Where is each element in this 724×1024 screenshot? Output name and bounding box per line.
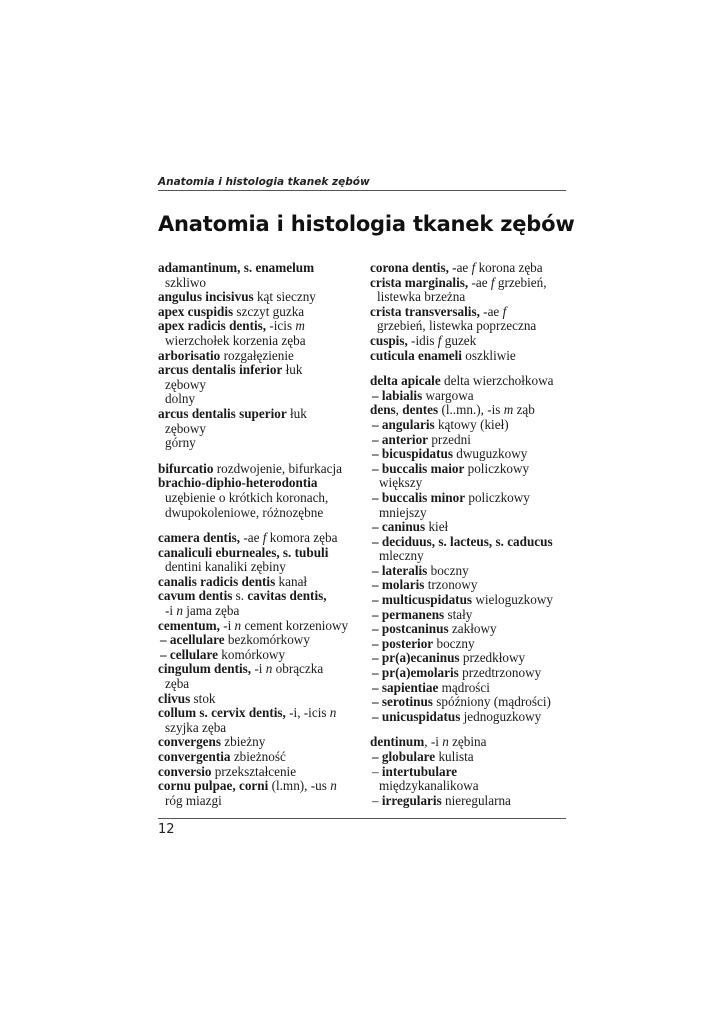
entry-term: corona dentis, - bbox=[370, 260, 457, 275]
entry-continuation bbox=[158, 378, 368, 393]
entry-line bbox=[370, 403, 570, 418]
entry-text: guzek bbox=[441, 332, 477, 348]
entry-text: rozgałęzienie bbox=[220, 347, 294, 363]
entry-text: dentini kanaliki zębiny bbox=[165, 559, 286, 575]
entry-text: -ae bbox=[479, 303, 503, 319]
entry-line bbox=[158, 407, 368, 422]
entry-term: angulus incisivus bbox=[158, 289, 254, 305]
entry-term: delta apicale bbox=[370, 373, 441, 389]
entry-term: canalis radicis dentis bbox=[158, 573, 276, 589]
entry-text: -icis bbox=[266, 318, 296, 334]
glossary-entry bbox=[370, 535, 570, 564]
entry-text: ząb bbox=[513, 402, 535, 418]
entry-text: -i, -icis bbox=[285, 705, 330, 721]
entry-text: oszkliwie bbox=[461, 347, 516, 363]
glossary-entry bbox=[158, 363, 368, 407]
entry-term: intertubulare bbox=[381, 763, 458, 779]
entry-line bbox=[158, 765, 368, 780]
entry-text: delta wierzchołkowa bbox=[440, 373, 554, 389]
entry-text: wargowa bbox=[422, 387, 474, 403]
entry-term: dentes bbox=[402, 402, 439, 418]
entry-term: adamantinum, s. enamelum bbox=[158, 260, 315, 275]
entry-line bbox=[158, 290, 368, 305]
entry-text: kątowy (kieł) bbox=[434, 416, 509, 432]
glossary-entry bbox=[158, 290, 368, 305]
entry-line bbox=[372, 681, 570, 696]
entry-text: policzkowy bbox=[465, 489, 530, 505]
glossary-column-right bbox=[370, 261, 570, 808]
entry-term: apex cuspidis bbox=[158, 303, 234, 319]
entry-line bbox=[158, 546, 368, 561]
entry-term: collum s. cervix dentis, bbox=[158, 705, 286, 721]
entry-term: – globulare bbox=[372, 749, 436, 764]
entry-text: grzebień, bbox=[494, 274, 547, 290]
entry-line bbox=[372, 593, 570, 608]
entry-text: mniejszy bbox=[379, 504, 427, 520]
entry-continuation bbox=[158, 677, 368, 692]
entry-text: kieł bbox=[425, 519, 449, 535]
entry-term: arborisatio bbox=[158, 347, 221, 363]
entry-line bbox=[370, 334, 570, 349]
glossary-entry bbox=[158, 546, 368, 575]
entry-continuation bbox=[158, 506, 368, 521]
entry-gender: m bbox=[295, 318, 305, 334]
entry-term: brachio-diphio-heterodontia bbox=[158, 475, 318, 491]
entry-term: arcus dentalis superior bbox=[158, 405, 287, 421]
entry-line bbox=[158, 305, 368, 320]
entry-text: -idis bbox=[407, 332, 438, 348]
glossary-entry bbox=[158, 575, 368, 590]
entry-text: -ae bbox=[468, 274, 491, 290]
entry-term: – molaris bbox=[372, 577, 425, 593]
entry-text: dolny bbox=[165, 391, 196, 407]
entry-continuation bbox=[158, 560, 368, 575]
entry-text: (l..mn.), -is bbox=[438, 402, 504, 418]
entry-term: cingulum dentis, bbox=[158, 661, 252, 677]
entry-text: – bbox=[372, 792, 382, 808]
entry-term: cuticula enameli bbox=[370, 347, 462, 363]
glossary-entry bbox=[158, 648, 368, 663]
entry-text: stok bbox=[190, 690, 216, 706]
entry-text: szkliwo bbox=[165, 274, 207, 290]
entry-continuation bbox=[372, 506, 570, 521]
entry-line bbox=[158, 779, 368, 794]
entry-line bbox=[372, 389, 570, 404]
entry-text: zbieżność bbox=[230, 749, 286, 764]
entry-text: , -i bbox=[424, 734, 443, 750]
entry-term: conversio bbox=[158, 763, 212, 779]
entry-term: – serotinus bbox=[372, 694, 433, 710]
entry-continuation bbox=[158, 422, 368, 437]
glossary-entry bbox=[158, 476, 368, 520]
entry-term: canaliculi eburneales, s. tubuli bbox=[158, 544, 329, 560]
glossary-entry bbox=[370, 622, 570, 637]
entry-continuation bbox=[158, 794, 368, 809]
entry-gender: n bbox=[176, 603, 183, 619]
entry-line bbox=[372, 794, 570, 809]
entry-line bbox=[370, 305, 570, 320]
entry-text: zęba bbox=[165, 676, 190, 692]
entry-term: – multicuspidatus bbox=[372, 592, 473, 608]
entry-line bbox=[158, 476, 368, 491]
entry-line bbox=[372, 622, 570, 637]
entry-term: dentinum bbox=[370, 734, 425, 750]
entry-continuation bbox=[158, 276, 368, 291]
entry-term: – buccalis maior bbox=[372, 460, 465, 476]
entry-term: dens bbox=[370, 402, 396, 418]
entry-text: listewka brzeżna bbox=[377, 289, 466, 305]
entry-text: mleczny bbox=[379, 548, 424, 564]
entry-line bbox=[372, 433, 570, 448]
entry-line bbox=[158, 261, 368, 276]
header-rule bbox=[158, 190, 566, 191]
entry-text: łuk bbox=[286, 405, 307, 421]
entry-line bbox=[158, 662, 368, 677]
entry-line bbox=[158, 589, 368, 604]
glossary-entry bbox=[370, 349, 570, 364]
entry-line bbox=[370, 276, 570, 291]
glossary-entry bbox=[370, 462, 570, 491]
entry-term: crista transversalis, bbox=[370, 303, 480, 319]
entry-line bbox=[158, 531, 368, 546]
glossary-entry bbox=[158, 619, 368, 634]
entry-text: korona zęba bbox=[475, 260, 543, 275]
entry-line bbox=[158, 735, 368, 750]
entry-text: wierzchołek korzenia zęba bbox=[165, 332, 306, 348]
glossary-entry bbox=[370, 637, 570, 652]
glossary-entry bbox=[370, 418, 570, 433]
entry-term: cavum dentis bbox=[158, 588, 233, 604]
entry-text: , bbox=[395, 402, 403, 418]
glossary-entry bbox=[158, 765, 368, 780]
glossary-entry bbox=[158, 662, 368, 691]
entry-continuation bbox=[158, 604, 368, 619]
entry-continuation bbox=[370, 319, 570, 334]
glossary-entry bbox=[370, 491, 570, 520]
entry-text: przekształcenie bbox=[211, 763, 297, 779]
entry-continuation bbox=[372, 476, 570, 491]
entry-continuation bbox=[158, 334, 368, 349]
entry-line bbox=[158, 692, 368, 707]
entry-line bbox=[372, 637, 570, 652]
entry-line bbox=[370, 374, 570, 389]
entry-term: apex radicis dentis, bbox=[158, 318, 267, 334]
entry-line bbox=[372, 491, 570, 506]
entry-line bbox=[372, 520, 570, 535]
entry-text: przedtrzonowy bbox=[458, 665, 542, 681]
entry-gender: f bbox=[262, 530, 267, 546]
entry-text: róg miazgi bbox=[165, 792, 222, 808]
entry-gender: n bbox=[234, 617, 242, 633]
entry-text: łuk bbox=[282, 362, 303, 378]
entry-term: cementum, bbox=[158, 617, 220, 633]
glossary-entry bbox=[370, 276, 570, 305]
entry-term: cornu pulpae, corni bbox=[158, 778, 269, 794]
entry-gender: f bbox=[471, 260, 476, 275]
glossary-entry bbox=[158, 305, 368, 320]
entry-text: boczny bbox=[433, 635, 475, 651]
entry-text: (l.mn), -us bbox=[268, 778, 331, 794]
entry-line bbox=[372, 710, 570, 725]
entry-line bbox=[158, 319, 368, 334]
entry-term: – lateralis bbox=[372, 562, 428, 578]
entry-text: zębina bbox=[448, 734, 487, 750]
entry-text: wieloguzkowy bbox=[472, 592, 553, 608]
entry-line bbox=[372, 695, 570, 710]
entry-text: jama zęba bbox=[182, 603, 240, 619]
entry-text: uzębienie o krótkich koronach, bbox=[165, 489, 329, 505]
entry-gender: f bbox=[490, 274, 495, 290]
entry-term: – pr(a)emolaris bbox=[372, 665, 459, 681]
running-head: Anatomia i histologia tkanek zębów bbox=[158, 176, 370, 188]
entry-text: zbieżny bbox=[221, 734, 266, 750]
entry-text: przedkłowy bbox=[459, 650, 526, 666]
entry-text: obrączka bbox=[272, 661, 324, 677]
glossary-entry bbox=[158, 750, 368, 765]
entry-term: cavitas dentis, bbox=[247, 588, 327, 604]
entry-term: – anterior bbox=[372, 431, 429, 447]
entry-term: – unicuspidatus bbox=[372, 708, 461, 724]
entry-text: przedni bbox=[428, 431, 471, 447]
entry-term: camera dentis, bbox=[158, 530, 241, 546]
entry-term: bifurcatio bbox=[158, 460, 214, 476]
glossary-entry bbox=[370, 681, 570, 696]
entry-line bbox=[158, 349, 368, 364]
entry-gender: n bbox=[442, 734, 449, 750]
entry-term: – caninus bbox=[372, 519, 426, 535]
entry-text: -i bbox=[251, 661, 266, 677]
glossary-entry bbox=[370, 735, 570, 750]
entry-line bbox=[158, 363, 368, 378]
entry-line bbox=[372, 564, 570, 579]
glossary-entry bbox=[158, 735, 368, 750]
entry-term: convergentia bbox=[158, 749, 231, 764]
entry-gender: n bbox=[265, 661, 273, 677]
entry-text: szczyt guzka bbox=[233, 303, 305, 319]
glossary-entry bbox=[158, 462, 368, 477]
glossary-entry bbox=[158, 706, 368, 735]
entry-text: kanał bbox=[275, 573, 308, 589]
entry-continuation bbox=[158, 491, 368, 506]
glossary-entry bbox=[158, 349, 368, 364]
entry-continuation bbox=[158, 721, 368, 736]
entry-text: s. bbox=[232, 588, 248, 604]
chapter-title: Anatomia i histologia tkanek zębów bbox=[158, 212, 575, 236]
glossary-entry bbox=[370, 651, 570, 666]
entry-continuation bbox=[158, 436, 368, 451]
glossary-entry bbox=[370, 666, 570, 681]
glossary-entry bbox=[370, 608, 570, 623]
entry-term: – labialis bbox=[372, 387, 423, 403]
entry-text: międzykanalikowa bbox=[379, 778, 479, 794]
entry-gender: m bbox=[503, 402, 514, 418]
entry-line bbox=[372, 666, 570, 681]
entry-term: irregularis bbox=[381, 792, 442, 808]
glossary-entry bbox=[158, 531, 368, 546]
entry-line bbox=[372, 418, 570, 433]
entry-text: spóźniony (mądrości) bbox=[432, 694, 551, 710]
entry-text: grzebień, listewka poprzeczna bbox=[377, 318, 537, 334]
glossary-entry bbox=[370, 578, 570, 593]
glossary-entry bbox=[370, 593, 570, 608]
entry-text: większy bbox=[379, 475, 423, 491]
entry-text: zakłowy bbox=[448, 621, 497, 637]
glossary-entry bbox=[370, 447, 570, 462]
entry-line bbox=[370, 349, 570, 364]
glossary-entry bbox=[370, 374, 570, 389]
entry-line bbox=[372, 608, 570, 623]
entry-text: -ae bbox=[240, 530, 263, 546]
entry-continuation bbox=[370, 290, 570, 305]
glossary-entry bbox=[370, 261, 570, 276]
entry-term: – deciduus, s. lacteus, s. caducus bbox=[372, 533, 553, 549]
entry-line bbox=[160, 633, 368, 648]
entry-line bbox=[372, 765, 570, 780]
entry-term: – posterior bbox=[372, 635, 434, 651]
glossary-entry bbox=[158, 692, 368, 707]
entry-text: jednoguzkowy bbox=[460, 708, 542, 724]
entry-text: -i bbox=[165, 603, 177, 619]
entry-text: kulista bbox=[435, 749, 474, 764]
entry-text: rozdwojenie, bifurkacja bbox=[213, 460, 342, 476]
entry-term: crista marginalis, bbox=[370, 274, 469, 290]
glossary-entry bbox=[158, 779, 368, 808]
glossary-entry bbox=[370, 305, 570, 334]
glossary-entry bbox=[370, 564, 570, 579]
entry-continuation bbox=[372, 779, 570, 794]
entry-text: dwuguzkowy bbox=[453, 446, 528, 462]
entry-term: – sapientiae bbox=[372, 679, 439, 695]
glossary-entry bbox=[158, 319, 368, 348]
footer-rule bbox=[158, 818, 566, 819]
entry-text: zębowy bbox=[165, 376, 207, 392]
entry-line bbox=[158, 575, 368, 590]
entry-term: clivus bbox=[158, 690, 191, 706]
glossary-entry bbox=[370, 750, 570, 765]
entry-text: szyjka zęba bbox=[165, 719, 227, 735]
entry-line bbox=[158, 619, 368, 634]
entry-term: convergens bbox=[158, 734, 221, 750]
glossary-entry bbox=[158, 261, 368, 290]
entry-text: boczny bbox=[427, 562, 469, 578]
entry-term: – bicuspidatus bbox=[372, 446, 453, 462]
entry-line bbox=[372, 651, 570, 666]
entry-continuation bbox=[158, 392, 368, 407]
entry-text: ae bbox=[456, 260, 472, 275]
entry-line bbox=[372, 535, 570, 550]
glossary-column-left bbox=[158, 261, 368, 808]
glossary-entry bbox=[370, 794, 570, 809]
entry-term: – buccalis minor bbox=[372, 489, 466, 505]
entry-text: policzkowy bbox=[464, 460, 530, 476]
entry-text: komórkowy bbox=[218, 646, 286, 662]
entry-line bbox=[160, 648, 368, 663]
entry-term: arcus dentalis inferior bbox=[158, 362, 283, 378]
entry-gender: f bbox=[437, 332, 442, 348]
entry-line bbox=[158, 462, 368, 477]
entry-line bbox=[372, 750, 570, 765]
glossary-entry bbox=[158, 633, 368, 648]
entry-text: mądrości bbox=[438, 679, 490, 695]
entry-text: trzonowy bbox=[424, 577, 478, 593]
entry-line bbox=[370, 261, 570, 276]
entry-text: kąt sieczny bbox=[253, 289, 316, 305]
entry-line bbox=[372, 462, 570, 477]
entry-gender: f bbox=[502, 303, 507, 319]
page-number: 12 bbox=[158, 822, 175, 837]
entry-text: cement korzeniowy bbox=[241, 617, 349, 633]
entry-text: nieregularna bbox=[441, 792, 511, 808]
entry-term: – acellulare bbox=[160, 632, 225, 648]
entry-line bbox=[370, 735, 570, 750]
glossary-entry bbox=[370, 710, 570, 725]
entry-line bbox=[158, 750, 368, 765]
glossary-entry bbox=[370, 403, 570, 418]
entry-term: – angularis bbox=[372, 416, 435, 432]
entry-gender: n bbox=[329, 705, 337, 721]
entry-line bbox=[158, 706, 368, 721]
entry-continuation bbox=[372, 549, 570, 564]
entry-text: stały bbox=[444, 606, 473, 622]
glossary-entry bbox=[158, 589, 368, 618]
glossary-entry bbox=[370, 334, 570, 349]
entry-term: – postcaninus bbox=[372, 621, 449, 637]
entry-term: – permanens bbox=[372, 606, 445, 622]
glossary-entry bbox=[370, 520, 570, 535]
entry-line bbox=[372, 447, 570, 462]
glossary-entry bbox=[370, 433, 570, 448]
glossary-entry bbox=[158, 407, 368, 451]
glossary-entry bbox=[370, 389, 570, 404]
entry-text: bezkomórkowy bbox=[224, 632, 310, 648]
entry-text: zębowy bbox=[165, 420, 207, 436]
entry-term: – cellulare bbox=[160, 646, 218, 662]
glossary-entry bbox=[370, 765, 570, 794]
entry-line bbox=[372, 578, 570, 593]
entry-gender: n bbox=[330, 778, 337, 794]
entry-text: -i bbox=[219, 617, 235, 633]
entry-text: – bbox=[372, 763, 382, 779]
entry-text: górny bbox=[165, 435, 196, 451]
entry-text: dwupokoleniowe, różnozębne bbox=[165, 504, 324, 520]
entry-term: – pr(a)ecaninus bbox=[372, 650, 460, 666]
entry-text: komora zęba bbox=[266, 530, 338, 546]
entry-term: cuspis, bbox=[370, 332, 408, 348]
glossary-entry bbox=[370, 695, 570, 710]
